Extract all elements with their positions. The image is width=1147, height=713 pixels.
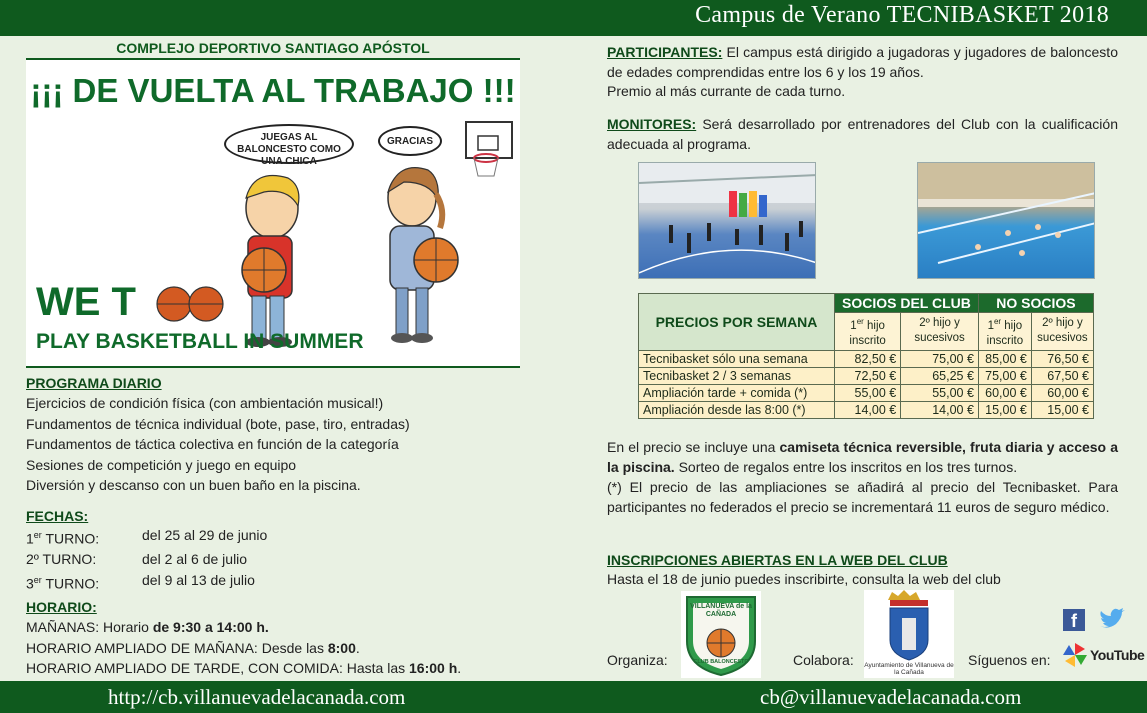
poster-headline: ¡¡¡ DE VUELTA AL TRABAJO !!! [30,72,516,109]
programa-item: Diversión y descanso con un buen baño en la piscina. [26,477,361,493]
table-row: Tecnibasket sólo una semana 82,50 € 75,00 € 85,00 € 76,50 € [639,350,1094,367]
fecha-row: 2º TURNO: del 2 al 6 de julio [26,551,248,568]
organiza-label: Organiza: [607,652,668,668]
club-logo [681,591,761,678]
speech-bubble-boy-text: JUEGAS AL BALONCESTO COMO UNA CHICA [237,132,341,167]
horario-list [26,617,461,679]
gym-photo [638,162,816,279]
col-first-child: 1er hijo inscrito [978,313,1031,351]
gym-photo-art [639,163,816,279]
group-socios: SOCIOS DEL CLUB [835,294,979,313]
incluye-paragraph: En el precio se incluye una camiseta técnica reversible, fruta diaria y acceso a la piscina. Sorteo de regalos entre los inscritos en los tres turnos. [607,439,1118,475]
participantes-paragraph: PARTICIPANTES: El campus está dirigido a jugadoras y jugadores de baloncesto de edades comprendidas entre los 6 y los 19 años. Premio al más currante de cada turno. [607,44,1118,99]
page-title: Campus de Verano TECNIBASKET 2018 [695,2,1109,28]
horario-row: MAÑANAS: Horario de 9:30 a 14:00 h. [26,619,269,635]
nota-paragraph: (*) El precio de las ampliaciones se añadirá al precio del Tecnibasket. Para participantes no federados el precio se incrementará 11 euros de seguro médico. [607,479,1118,515]
footer-email-link[interactable]: cb@villanuevadelacanada.com [760,685,1022,709]
col-first-child: 1er hijo inscrito [835,313,901,351]
colabora-label: Colabora: [793,652,854,668]
inscripciones-text: Hasta el 18 de junio puedes inscribirte, consulta la web del club [607,571,1001,587]
table-row: Tecnibasket 2 / 3 semanas 72,50 € 65,25 € 75,00 € 67,50 € [639,367,1094,384]
inscripciones-heading: INSCRIPCIONES ABIERTAS EN LA WEB DEL CLUB [607,552,948,568]
poster-image [26,58,520,368]
club-logo-subtext: CLUB BALONCESTO [693,659,749,665]
youtube-icon[interactable] [1090,645,1145,667]
ayuntamiento-text: Ayuntamiento de Villanueva de la Cañada [864,662,954,676]
twitter-icon[interactable] [1098,608,1126,632]
fechas-list [26,525,346,594]
programa-heading: PROGRAMA DIARIO [26,375,162,391]
pool-photo-art [918,163,1095,279]
club-logo-text: VILLANUEVA de la CAÑADA [690,603,752,618]
siguenos-label: Síguenos en: [968,652,1051,668]
programa-item: Fundamentos de táctica colectiva en función de la categoría [26,436,399,452]
footer-bar [0,681,1147,713]
group-no-socios: NO SOCIOS [978,294,1093,313]
poster-tagline: PLAY BASKETBALL IN SUMMER [36,330,364,353]
footer-web-link[interactable]: http://cb.villanuevadelacanada.com [108,685,406,709]
programa-list [26,393,410,496]
table-row: Ampliación tarde + comida (*) 55,00 € 55,00 € 60,00 € 60,00 € [639,384,1094,401]
fechas-heading: FECHAS: [26,508,89,524]
speech-bubble-girl-text: GRACIAS [386,136,434,147]
header-bar [0,0,1147,36]
price-table [638,293,1094,419]
speech-bubble-girl [378,126,442,156]
facebook-icon[interactable]: f [1063,609,1085,631]
fecha-row: 3er TURNO: del 9 al 13 de julio [26,571,255,592]
fecha-row: 1er TURNO: del 25 al 29 de junio [26,527,268,547]
horario-row: HORARIO AMPLIADO DE MAÑANA: Desde las 8:00. [26,639,360,656]
pinwheel-icon[interactable] [1061,641,1089,669]
ayuntamiento-logo [864,590,954,678]
poster-we-too: WE T [36,280,136,324]
price-table-title: PRECIOS POR SEMANA [639,294,835,351]
pool-photo [917,162,1095,279]
speech-bubble-boy [224,124,354,167]
programa-item: Sesiones de competición y juego en equipo [26,456,297,473]
programa-item: Ejercicios de condición física (con ambientación musical!) [26,395,384,411]
monitores-paragraph: MONITORES: Será desarrollado por entrenadores del Club con la cualificación adecuada al programa. [607,116,1118,152]
horario-row: HORARIO AMPLIADO DE TARDE, CON COMIDA: Hasta las 16:00 h. [26,660,462,676]
youtube-text: YouTube [1090,647,1145,663]
col-second-child: 2º hijo y sucesivos [901,313,979,351]
col-second-child: 2º hijo y sucesivos [1031,313,1093,351]
venue-title: COMPLEJO DEPORTIVO SANTIAGO APÓSTOL [116,40,430,56]
programa-item: Fundamentos de técnica individual (bote, pase, tiro, entradas) [26,415,410,432]
horario-heading: HORARIO: [26,599,97,615]
table-row: Ampliación desde las 8:00 (*) 14,00 € 14,00 € 15,00 € 15,00 € [639,401,1094,418]
